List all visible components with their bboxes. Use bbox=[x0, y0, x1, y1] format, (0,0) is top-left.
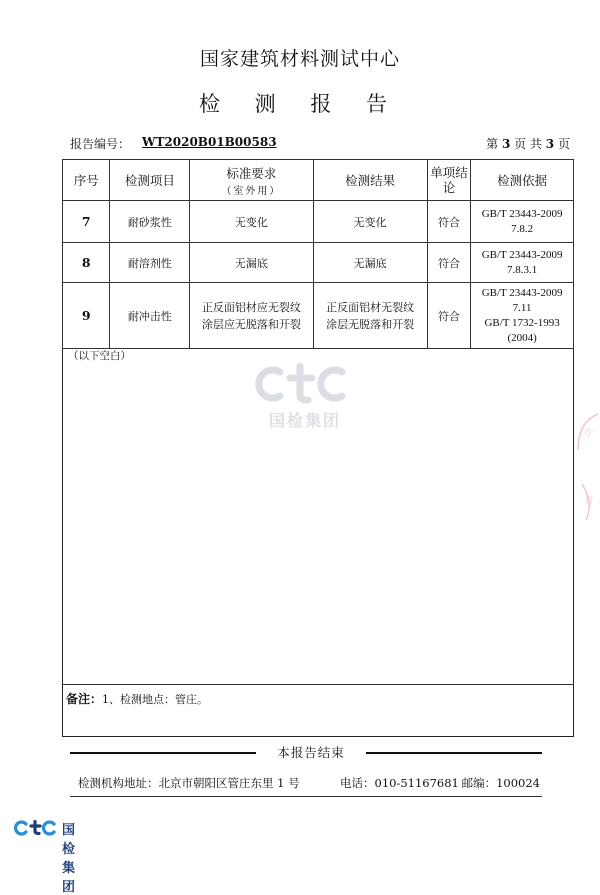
notes-text bbox=[66, 690, 208, 707]
watermark-text: 国检集团 bbox=[268, 411, 341, 430]
cell-result: 无漏底 bbox=[313, 243, 427, 283]
org-title: 国家建筑材料测试中心 bbox=[199, 48, 400, 70]
cell-result: 无变化 bbox=[313, 201, 427, 243]
header-seq: 序号 bbox=[63, 160, 110, 201]
seal-fragment-icon bbox=[574, 412, 600, 456]
document-title: 检 测 报 告 bbox=[198, 92, 402, 116]
basis-line: GB/T 23443-2009 bbox=[481, 248, 563, 261]
table-row bbox=[63, 283, 574, 349]
cell-result bbox=[313, 283, 427, 349]
logo-text: 国检集团 bbox=[62, 823, 77, 895]
cell-item: 耐溶剂性 bbox=[110, 243, 190, 283]
watermark-ctc-icon bbox=[250, 360, 360, 408]
header-basis: 检测依据 bbox=[471, 160, 574, 201]
page-suffix: 页 bbox=[557, 137, 570, 151]
cell-conclusion: 符合 bbox=[427, 283, 470, 349]
header-conclusion: 单项结论 bbox=[427, 160, 470, 201]
page-total: 3 bbox=[545, 137, 555, 151]
header-item: 检测项目 bbox=[110, 160, 190, 201]
footer-divider bbox=[70, 796, 542, 797]
cell-seq: 7 bbox=[63, 201, 110, 243]
ctc-logo-icon bbox=[14, 820, 60, 836]
cell-item: 耐冲击性 bbox=[110, 283, 190, 349]
results-table bbox=[62, 159, 574, 349]
table-header-row bbox=[63, 160, 574, 201]
cell-item: 耐砂浆性 bbox=[110, 201, 190, 243]
end-line-right bbox=[366, 752, 542, 754]
footer-address: 检测机构地址：北京市朝阳区管庄东里 1 号 bbox=[78, 776, 300, 790]
result-line: 涂层无脱落和开裂 bbox=[326, 317, 415, 331]
cell-basis bbox=[471, 283, 574, 349]
result-line: 正反面铝材无裂纹 bbox=[326, 300, 415, 314]
cell-requirement bbox=[190, 283, 313, 349]
header-requirement bbox=[190, 160, 313, 201]
cell-conclusion: 符合 bbox=[427, 201, 470, 243]
requirement-line: 正反面铝材应无裂纹 bbox=[201, 300, 301, 314]
table-row bbox=[63, 243, 574, 283]
basis-line: 7.8.3.1 bbox=[506, 263, 538, 276]
header-result: 检测结果 bbox=[313, 160, 427, 201]
basis-line: 7.8.2 bbox=[511, 222, 534, 235]
page-current: 3 bbox=[501, 137, 511, 151]
blank-note: （以下空白） bbox=[68, 350, 131, 362]
svg-text:方: 方 bbox=[580, 426, 595, 441]
footer-zip: 邮编：100024 bbox=[461, 776, 540, 790]
notes-content: 1、检测地点：管庄。 bbox=[102, 693, 209, 706]
watermark bbox=[250, 360, 360, 440]
basis-line: GB/T 23443-2009 bbox=[481, 207, 563, 220]
cell-basis bbox=[471, 201, 574, 243]
cell-basis bbox=[471, 243, 574, 283]
svg-text:甘: 甘 bbox=[584, 496, 594, 507]
basis-line: 7.11 bbox=[512, 301, 532, 314]
basis-line: (2004) bbox=[507, 331, 537, 344]
basis-line: GB/T 23443-2009 bbox=[481, 286, 563, 299]
header-requirement-sub: （室外用） bbox=[221, 185, 282, 197]
notes-label: 备注： bbox=[66, 692, 103, 706]
end-line-left bbox=[70, 752, 256, 754]
basis-line: GB/T 1732-1993 bbox=[484, 316, 560, 329]
footer-phone: 电话：010-51167681 bbox=[340, 776, 459, 790]
cell-seq: 8 bbox=[63, 243, 110, 283]
report-number-value: WT2020B01B00583 bbox=[142, 135, 277, 149]
report-number-label: 报告编号： bbox=[70, 137, 131, 151]
page-prefix: 第 bbox=[486, 137, 499, 151]
requirement-line: 涂层应无脱落和开裂 bbox=[201, 317, 301, 331]
end-of-report: 本报告结束 bbox=[277, 745, 345, 760]
cell-conclusion: 符合 bbox=[427, 243, 470, 283]
cell-seq: 9 bbox=[63, 283, 110, 349]
cell-requirement: 无变化 bbox=[190, 201, 313, 243]
seal-fragment-icon bbox=[580, 482, 600, 526]
page-indicator bbox=[486, 135, 570, 152]
header-requirement-main: 标准要求 bbox=[226, 165, 277, 181]
page-mid: 页 共 bbox=[514, 137, 542, 151]
cell-requirement: 无漏底 bbox=[190, 243, 313, 283]
table-row bbox=[63, 201, 574, 243]
